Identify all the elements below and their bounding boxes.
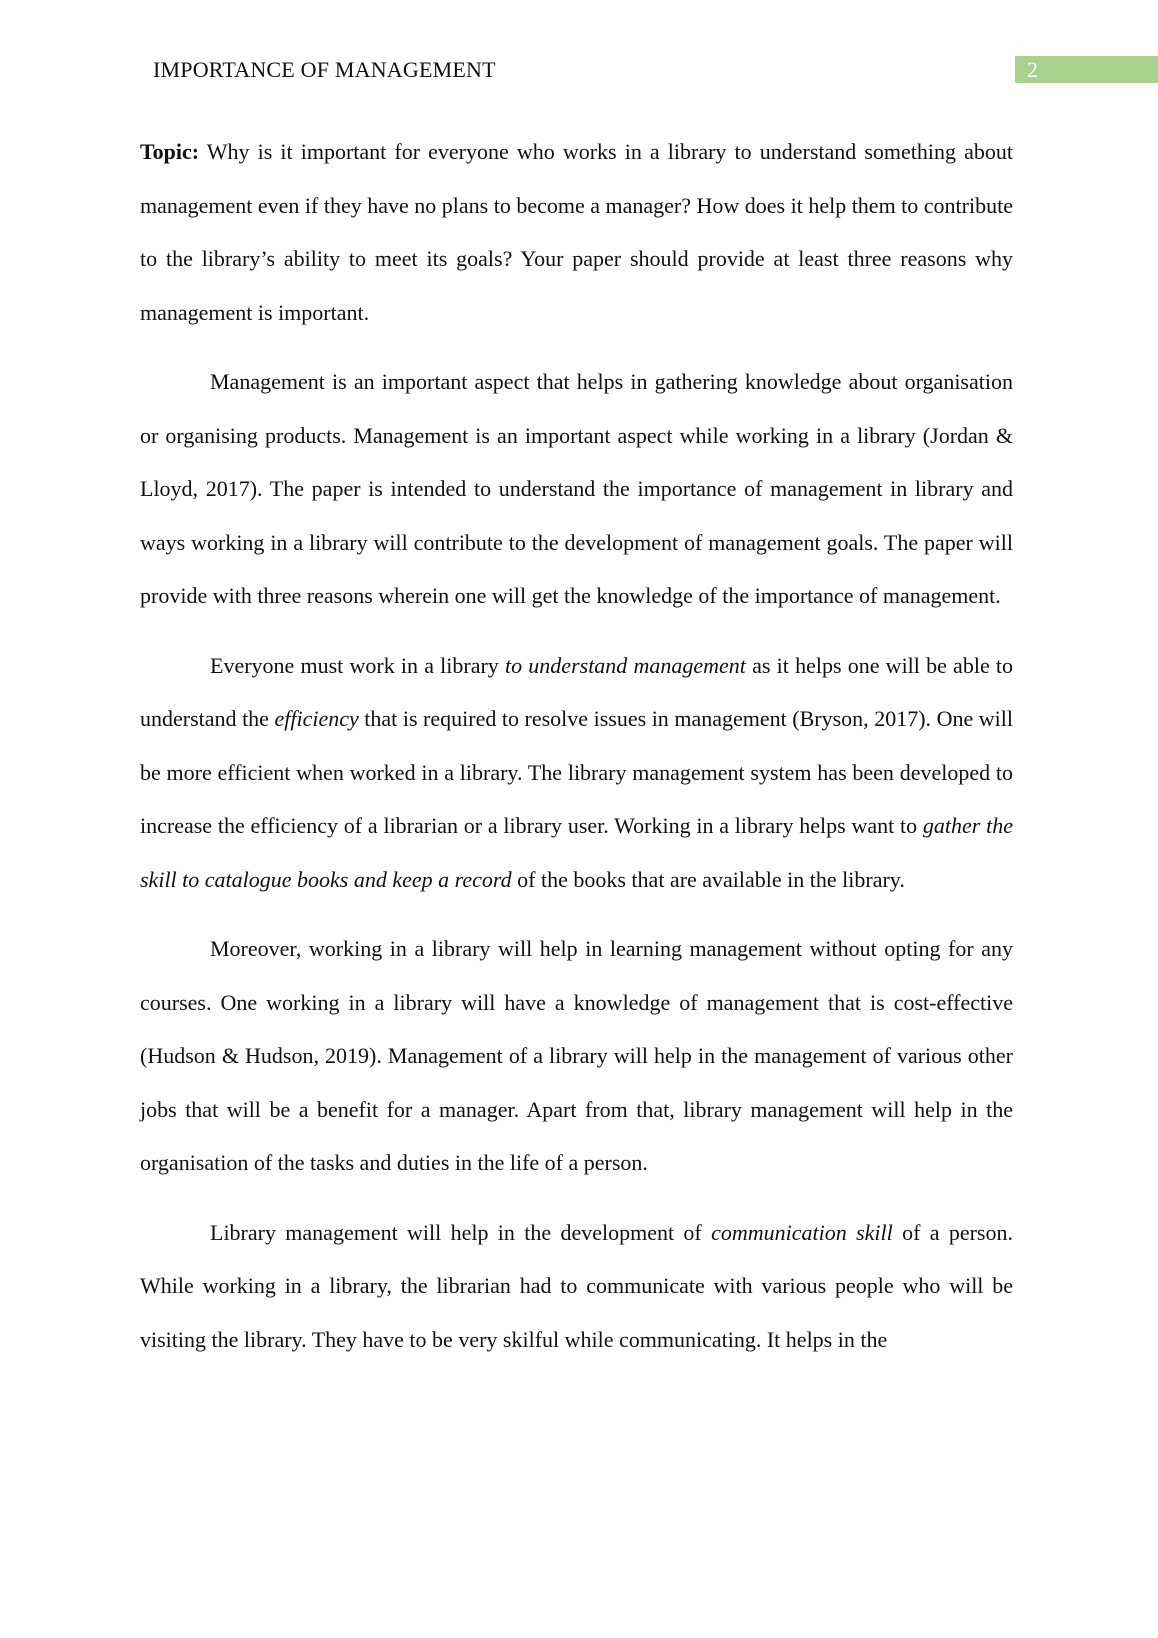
paragraph-cost-effective: Moreover, working in a library will help in learning management without opting for any courses. One working in a library will have a knowledge of management that is cost-effective (Hudson & Hudson, 2019). Management of a library will help in the management of various other jobs that will be a benefit for a manager. Apart from that, library management will help in the organisation of the tasks and duties in the life of a person. (140, 936, 1013, 1175)
page-number-badge (1015, 56, 1158, 83)
paragraph-introduction: Management is an important aspect that helps in gathering knowledge about organisation or organising products. Management is an important aspect while working in a library (Jordan & Lloyd, 2017). The paper is intended to understand the importance of management in library and ways working in a library will contribute to the development of management goals. The paper will provide with three reasons wherein one will get the knowledge of the importance of management. (140, 369, 1013, 608)
running-head: IMPORTANCE OF MANAGEMENT (153, 57, 496, 82)
paragraph-text: Library management will help in the development of (210, 1219, 712, 1245)
paragraph-text: of the books that are available in the library. (511, 866, 905, 892)
emphasis-text: efficiency (274, 706, 359, 731)
paragraph-text: Everyone must work in a library (210, 652, 505, 678)
paragraph-communication (140, 1206, 1013, 1367)
emphasis-text: gather the skill to catalogue books and keep a record (140, 813, 1013, 892)
topic-label: Topic: (140, 139, 200, 164)
paragraph-text: as it helps one will be able to understand the (140, 652, 1014, 731)
paragraph-text: of a person. While working in a library, the librarian had to communicate with various people who will be visiting the library. They have to be very skilful while communicating. It helps in the (140, 1219, 1013, 1352)
paragraph-text: that is required to resolve issues in management (Bryson, 2017). One will be more efficient when worked in a library. The library management system has been developed to increase the efficiency of a librarian or a library user. Working in a library helps want to (140, 706, 1013, 838)
paragraph-efficiency (140, 639, 1013, 907)
emphasis-text: to understand management (505, 652, 746, 678)
page-number: 2 (1027, 57, 1038, 82)
topic-text: Why is it important for everyone who works in a library to understand something about management even if they have no plans to become a manager? How does it help them to contribute to the library’s ability to meet its goals? Your paper should provide at least three reasons why management is important. (140, 139, 1013, 325)
page-header (0, 0, 1158, 90)
topic-paragraph (140, 125, 1013, 339)
document-body (140, 125, 1013, 1382)
emphasis-text: communication skill (711, 1219, 893, 1245)
